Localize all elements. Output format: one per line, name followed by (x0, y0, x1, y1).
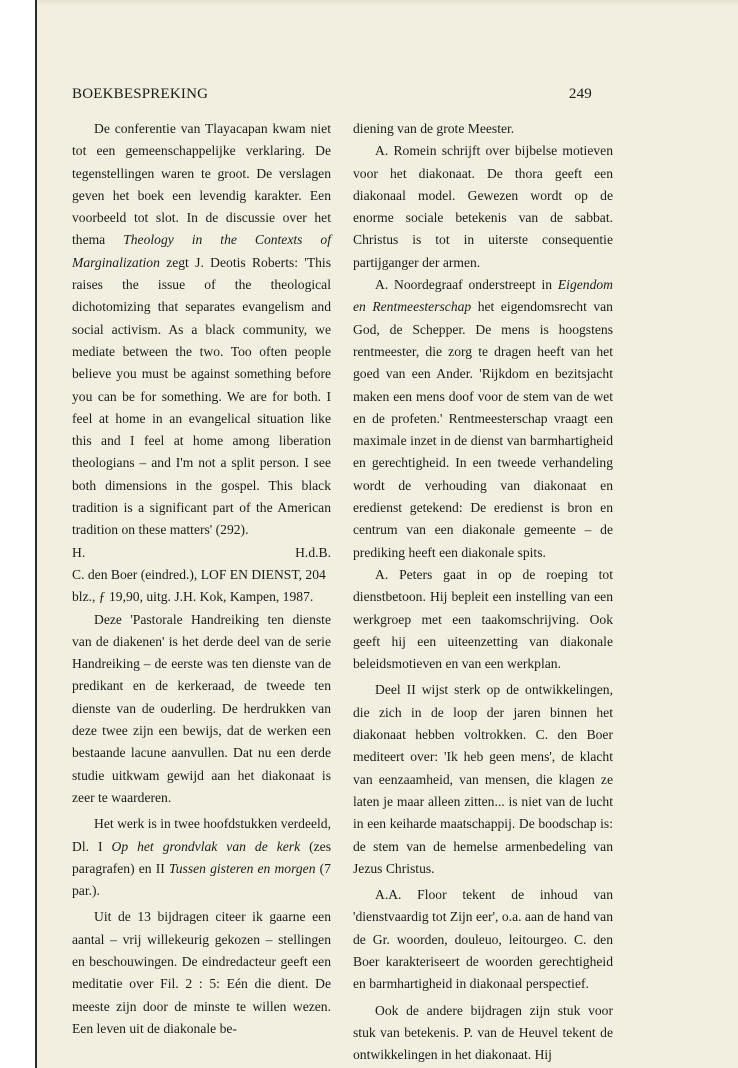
paragraph: A. Peters gaat in op de roeping tot dienstbetoon. Hij bepleit een instelling van een werkgroep met een taakomschrijving. Ook geeft hij een uiteenzetting van diakonale beleidsmotieven en van een werkplan. (353, 566, 613, 672)
paragraph: diening van de grote Meester. (353, 121, 515, 136)
book-reference: C. den Boer (eindred.), LOF EN DIENST, 204 blz., ƒ 19,90, uitg. J.H. Kok, Kampen, 1987. (72, 566, 326, 605)
paragraph: A. Romein schrijft over bijbelse motieven voor het diakonaat. De thora geeft een diakonaal model. Gewezen wordt op de enorme sociale betekenis van de sabbat. Christus is tot in uiterste consequentie partijganger der armen. (353, 143, 613, 270)
page-number: 249 (568, 86, 592, 102)
signature-author: H.d.B. (295, 544, 331, 560)
paragraph: Deze 'Pastorale Handreiking ten dienste van de diakenen' is het derde deel van de serie Handreiking – de eerste was ten dienste van de predikant en de kerkeraad, de tweede ten dienste van de ouderling. De herdrukken van deze twee zijn een bewijs, dat de werken een bestaande lacune aanvullen. Dat nu een derde studie uitkwam gewijd aan het diakonaat is zeer te waarderen. (72, 611, 331, 805)
right-column (353, 118, 613, 1066)
signature-initial: H. (72, 544, 86, 560)
paragraph: Het werk is in twee hoofdstukken verdeeld, Dl. I Op het grondvlak van de kerk (zes paragrafen) en II Tussen gisteren en morgen (7 par.). (72, 816, 331, 899)
page-top-shade (37, 0, 738, 6)
paragraph: A.A. Floor tekent de inhoud van 'dienstvaardig tot Zijn eer', o.a. aan de hand van de Gr. woorden, douleuo, leitourgeo. C. den Boer karakteriseert de woorden gerechtigheid en barmhartigheid in diakonaal perspectief. (353, 887, 613, 992)
scan-margin (0, 0, 37, 1068)
paragraph: Ook de andere bijdragen zijn stuk voor stuk van betekenis. P. van de Heuvel tekent de ontwikkelingen in het diakonaat. Hij (353, 1002, 613, 1063)
paragraph: De conferentie van Tlayacapan kwam niet tot een gemeenschappelijke verklaring. De tegenstellingen waren te groot. De verslagen geven het boek een levendig karakter. Een voorbeeld tot slot. In de discussie over het thema Theology in the Contexts of Marginalization zegt J. Deotis Roberts: 'This raises the issue of the theological dichotomizing that separates evangelism and social activism. As a black community, we mediate between the two. Too often people believe you must be against something before you can be for something. We are for both. I feel at home in an evangelical situation like this and I feel at home among liberation theologians – and I'm not a split person. I see both dimensions in the gospel. This black tradition is a significant part of the American tradition on these matters' (292). (72, 121, 331, 538)
paragraph: Uit de 13 bijdragen citeer ik gaarne een aantal – vrij willekeurig gekozen – stellingen en beschouwingen. De eindredacteur geeft een meditatie over Fil. 2 : 5: Eén die dient. De meeste zijn door de minste te willen wezen. Een leven uit de diakonale be- (72, 909, 331, 1036)
paragraph: Deel II wijst sterk op de ontwikkelingen, die zich in de loop der jaren binnen het diakonaat hebben voltrokken. C. den Boer mediteert over: 'Ik heb geen mens', de klacht van eenzaamheid, van mensen, die klagen ze laten je maar alleen zitten... is niet van de lucht in een keiharde maatschappij. De boodschap is: de stem van de hemelse armenbedeling van Jezus Christus. (353, 682, 613, 876)
left-column (72, 118, 331, 1040)
review-signature (72, 542, 331, 564)
section-title: BOEKBESPREKING (72, 86, 209, 102)
paragraph: A. Noordegraaf onderstreept in Eigendom en Rentmeesterschap het eigendomsrecht van God, de Schepper. De mens is hoogstens rentmeester, die zorg te dragen heeft van het goed van een Ander. 'Rijkdom en bezitsjacht maken een mens doof voor de stem van de wet en de profeten.' Rentmeesterschap vraagt een maximale inzet in de dienst van barmhartigheid en gerechtigheid. In een tweede verhandeling wordt de verhouding van diakonaat en eredienst getekend: De eredienst is bron en centrum van een diakonale gemeente – de prediking heeft een diakonale spits. (353, 277, 613, 560)
